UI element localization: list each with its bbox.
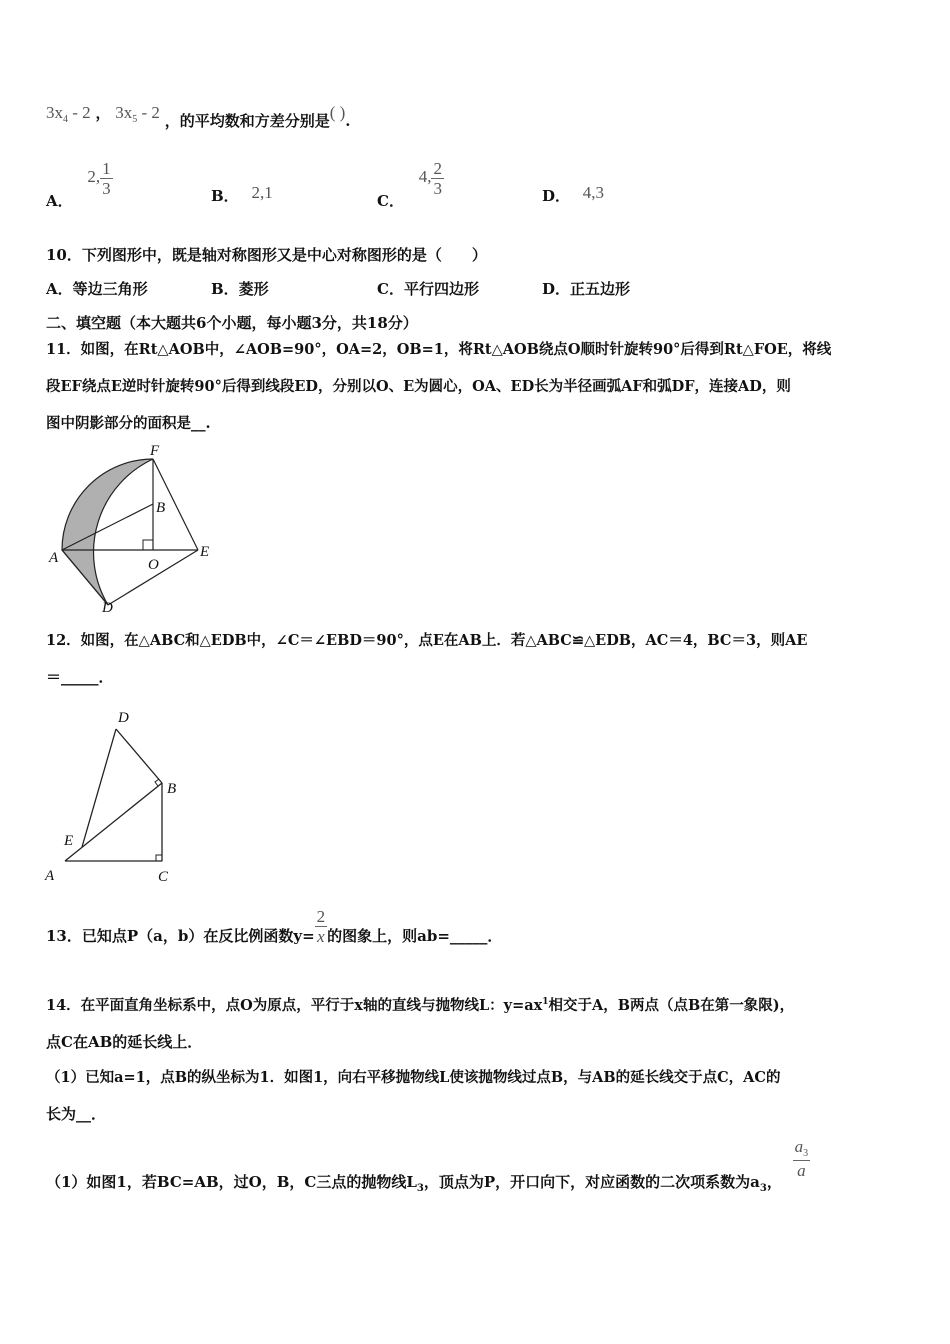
- label-f: F: [150, 443, 160, 459]
- label-a: A: [45, 868, 55, 884]
- segment-ed: [82, 729, 116, 847]
- right-angle-c: [156, 855, 162, 861]
- segment-db: [116, 729, 162, 783]
- q13: 13．已知点P（a，b）在反比例函数y= $\frac{2}{x}$ 的图象上，则ab=_____．: [46, 907, 503, 946]
- q10-option-b: B．菱形: [211, 280, 269, 298]
- q9-option-b: B． 2,1: [211, 183, 273, 205]
- q14-part2: （1）如图1，若BC=AB，过O，B，C三点的抛物线$L_3$，顶点为P，开口向下，对应函数的二次项系数为$a_3$， $\frac{a_3}{a}$: [46, 1137, 809, 1194]
- q12-line1: 12．如图，在△ABC和△EDB中，∠C＝∠EBD＝90°，点E在AB上．若△ABC≌△EDB，AC＝4，BC＝3，则AE: [46, 632, 808, 649]
- label-a: A: [49, 550, 59, 566]
- label-d: D: [118, 710, 129, 726]
- q14-part1-line2: 长为__．: [46, 1105, 107, 1123]
- q14-part1-line1: （1）已知a=1，点B的纵坐标为1．如图1，向右平移抛物线L使该抛物线过点B，与AB的延长线交于点C，AC的: [46, 1069, 781, 1086]
- q9-option-a: A． 2, $\frac{1}{3}$: [46, 159, 111, 211]
- q11-line3: 图中阴影部分的面积是__.: [46, 415, 211, 432]
- q10-option-a: A．等边三角形: [46, 280, 148, 298]
- label-b: B: [156, 500, 166, 516]
- q9-stem: $3x_4 - 2$ ， $3x_5 - 2$ ，的平均数和方差分别是( ).: [46, 103, 351, 130]
- segment-ab: [65, 783, 162, 861]
- label-d: D: [102, 600, 113, 615]
- label-e: E: [64, 833, 74, 849]
- right-angle-b: [155, 779, 159, 786]
- label-c: C: [158, 869, 169, 885]
- right-angle-mark: [143, 540, 153, 550]
- q11-line1: 11．如图，在Rt△AOB中，∠AOB=90°，OA=2，OB=1，将Rt△AOB绕点O顺时针旋转90°后得到Rt△FOE，将线: [46, 341, 832, 358]
- label-b: B: [167, 781, 177, 797]
- q10-option-c: C．平行四边形: [377, 280, 479, 298]
- q12-line2: ＝_____．: [46, 668, 114, 686]
- q14-line1: 14．在平面直角坐标系中，点O为原点，平行于x轴的直线与抛物线L：$y=ax^1$相交于A，B两点（点B在第一象限)，: [46, 997, 795, 1014]
- q9-expr2: $3x_5 - 2$: [115, 103, 160, 125]
- q12-figure: [40, 700, 200, 890]
- q11-figure: [45, 440, 220, 615]
- q11-line2: 段EF绕点E逆时针旋转90°后得到线段ED，分别以O、E为圆心，OA、ED长为半径画弧AF和弧DF，连接AD，则: [46, 378, 791, 395]
- q13-fraction: $\frac{2}{x}$: [316, 907, 326, 946]
- q10-option-d: D．正五边形: [542, 280, 631, 298]
- q14-line2: 点C在AB的延长线上．: [46, 1033, 203, 1051]
- q10-stem: 10．下列图形中，既是轴对称图形又是中心对称图形的是（ ）: [46, 246, 487, 264]
- q9-option-c: C． 4, $\frac{2}{3}$: [377, 159, 442, 211]
- label-o: O: [148, 557, 159, 573]
- q9-expr1: $3x_4 - 2$: [46, 103, 91, 125]
- shaded-region: [62, 459, 153, 605]
- q14-fraction: $\frac{a_3}{a}$: [794, 1137, 809, 1180]
- label-e: E: [200, 544, 210, 560]
- section-heading: 二、填空题（本大题共6个小题，每小题3分，共18分）: [46, 314, 418, 332]
- q9-option-d: D． 4,3: [542, 183, 605, 205]
